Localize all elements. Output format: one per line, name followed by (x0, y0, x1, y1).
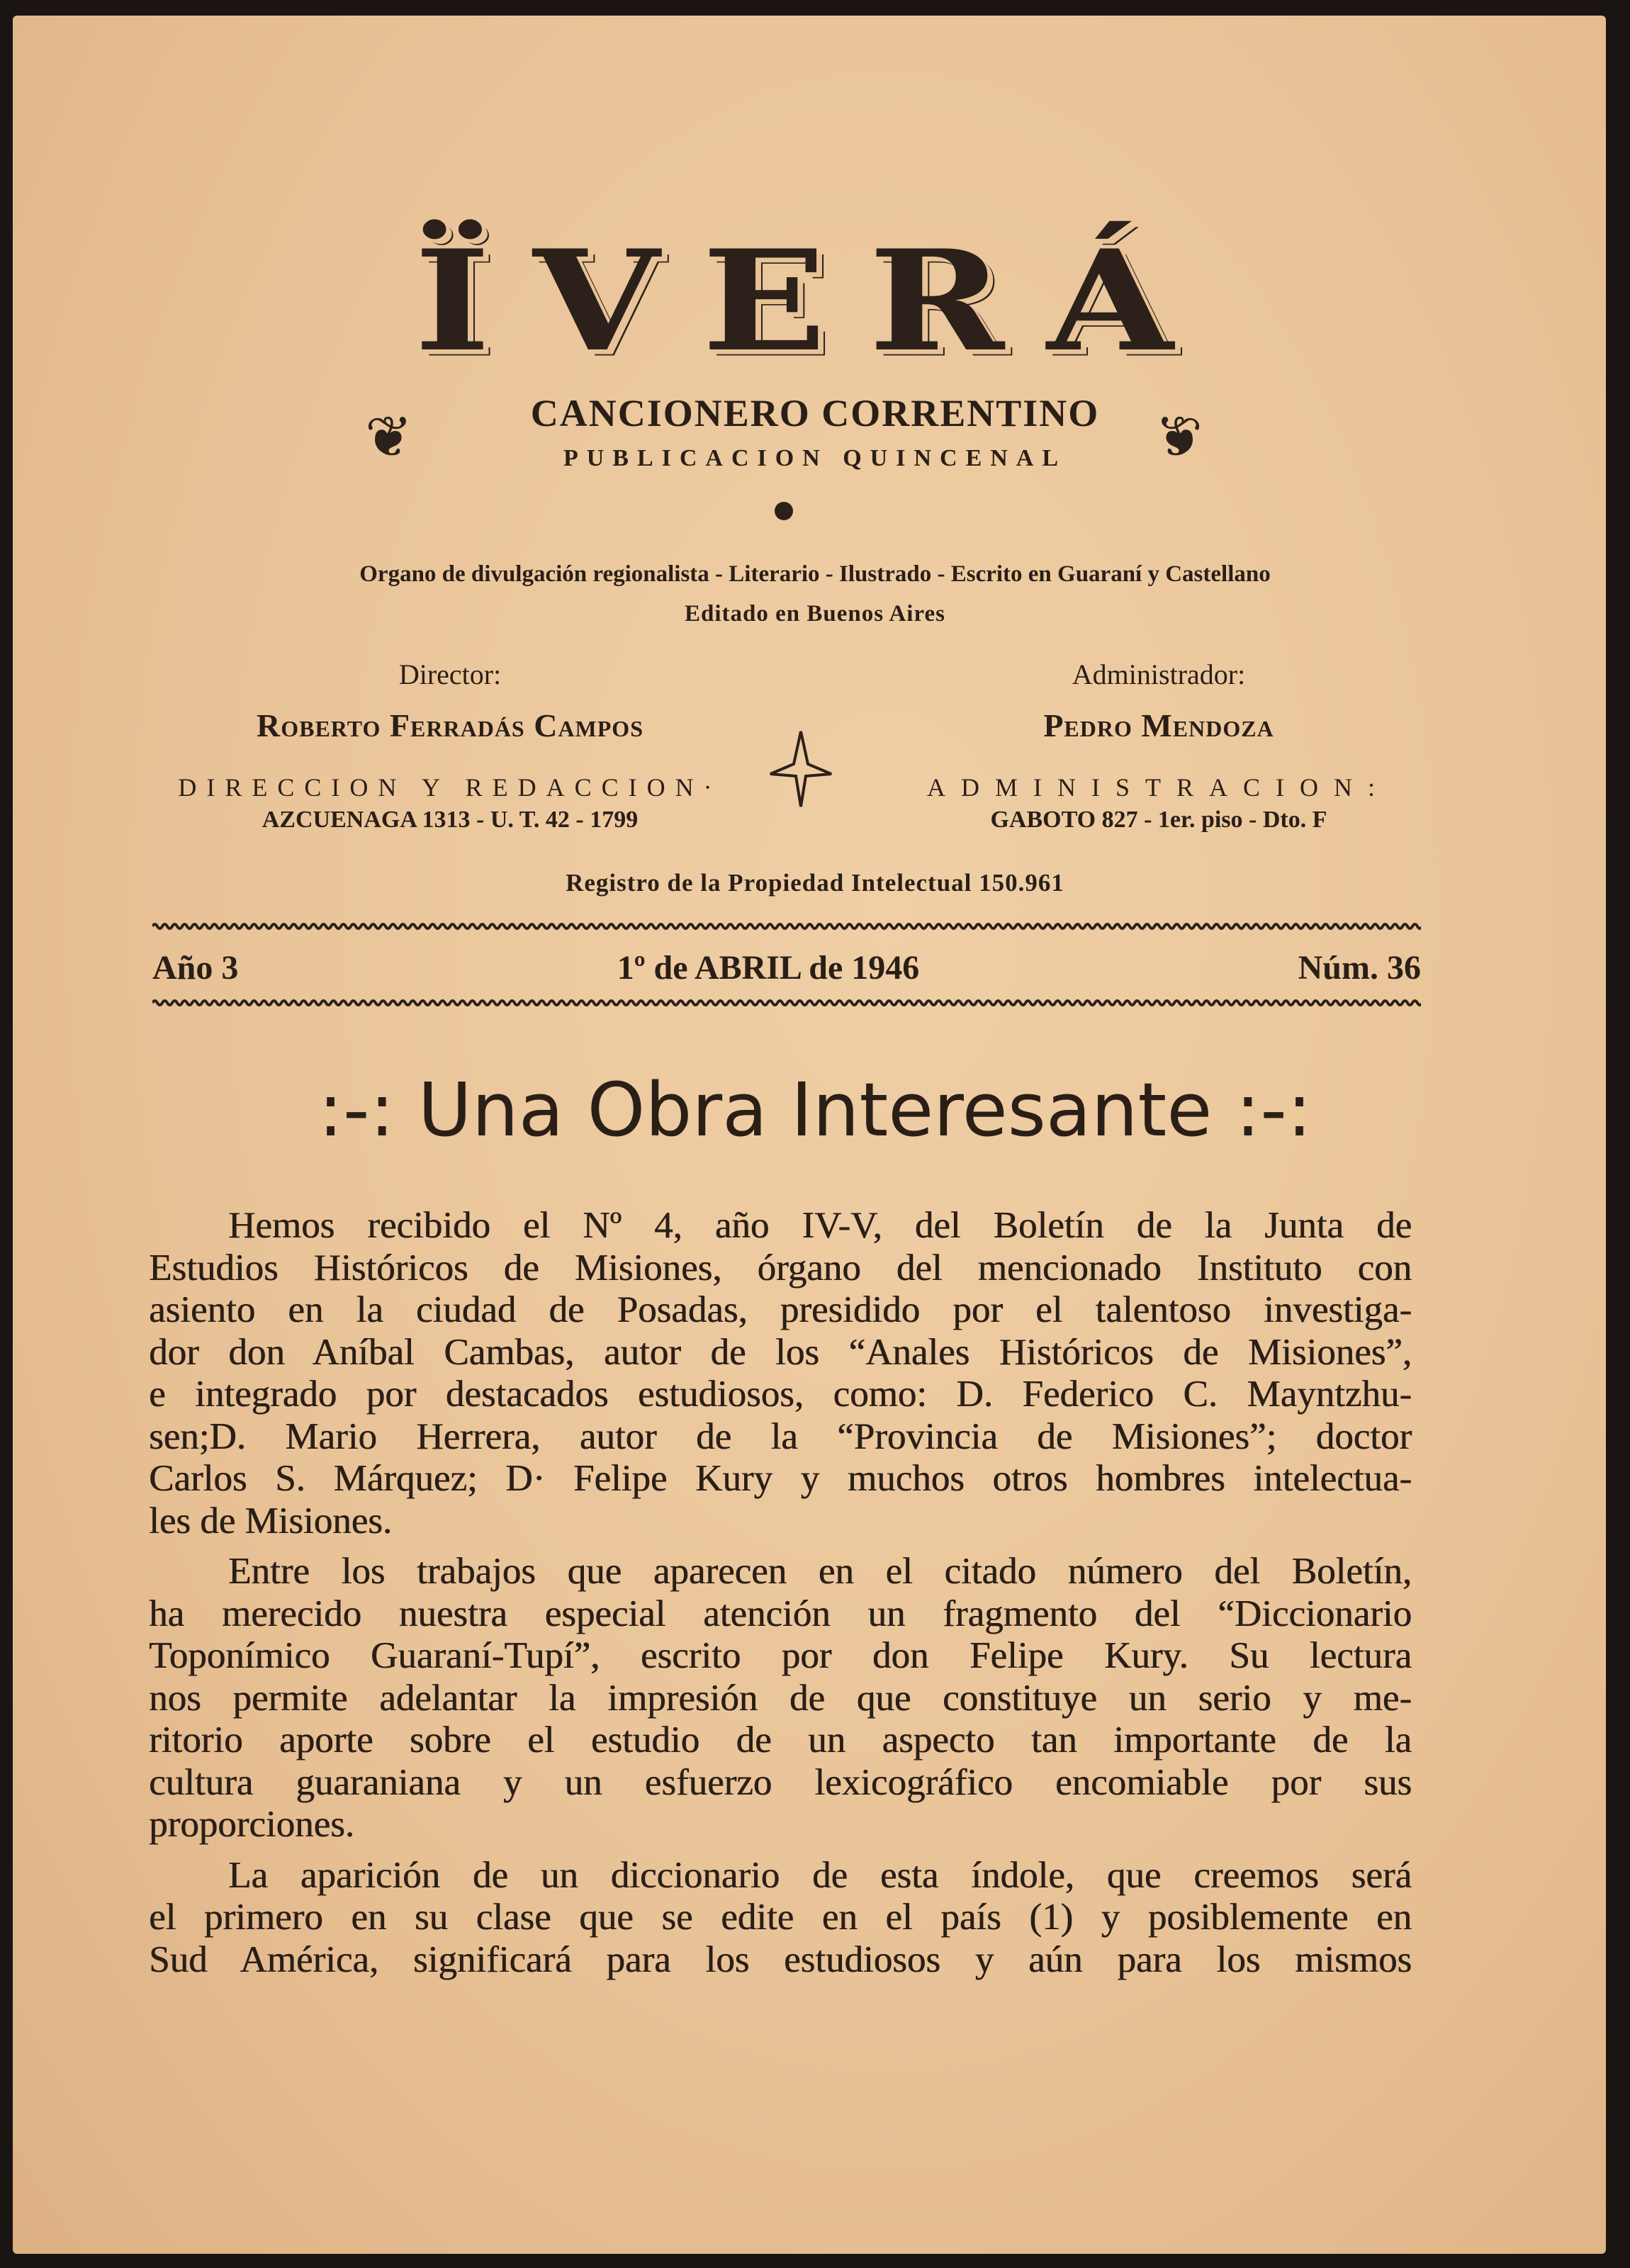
article-line: proporciones. (149, 1804, 354, 1845)
article-line: les de Misiones. (149, 1500, 392, 1542)
issue-line (152, 948, 1421, 987)
article-line: Hemos recibido el Nº 4, año IV-V, del Boletín de la Junta de (228, 1205, 1412, 1246)
administrator-address: GABOTO 827 - 1er. piso - Dto. F (990, 807, 1327, 833)
masthead-title: ÏVERÁ (414, 220, 1216, 383)
director-block (131, 658, 769, 833)
article-line: Estudios Históricos de Misiones, órgano del mencionado Instituto con (149, 1247, 1412, 1289)
wavy-rule-bottom (152, 998, 1421, 1008)
registry-notice: Registro de la Propiedad Intelectual 150.961 (566, 869, 1064, 897)
article-line: Toponímico Guaraní-Tupí”, escrito por don Felipe Kury. Su lectura (149, 1635, 1412, 1676)
article-line: La aparición de un diccionario de esta índole, que creemos será (228, 1854, 1412, 1896)
article-line: Carlos S. Márquez; D· Felipe Kury y muchos otros hombres intelectua- (149, 1458, 1412, 1499)
left-ornament-icon: ❦ (365, 407, 413, 469)
article-line: Entre los trabajos que aparecen en el citado número del Boletín, (228, 1551, 1412, 1592)
article-body (149, 1205, 1412, 1989)
article-title: :-: Una Obra Interesante :-: (318, 1067, 1312, 1153)
article-line: nos permite adelantar la impresión de que constituye un serio y me- (149, 1677, 1412, 1719)
issue-number: Núm. 36 (1298, 949, 1421, 987)
article-paragraph (149, 1205, 1412, 1542)
masthead-frequency: PUBLICACION QUINCENAL (563, 445, 1067, 471)
article-line: ha merecido nuestra especial atención un fragmento del “Diccionario (149, 1593, 1412, 1634)
article-paragraph (149, 1551, 1412, 1846)
director-name: Roberto Ferradás Campos (257, 707, 643, 743)
article-line: Sud América, significará para los estudiosos y aún para los mismos (149, 1938, 1412, 1980)
issue-date: 1º de ABRIL de 1946 (617, 949, 920, 987)
article-line: sen;D. Mario Herrera, autor de la “Provincia de Misiones”; doctor (149, 1415, 1412, 1457)
administrator-label: Administrador: (1072, 658, 1246, 690)
article-line: el primero en su clase que se edite en el país (1) y posiblemente en (149, 1897, 1412, 1938)
director-office-label: DIRECCION Y REDACCION· (178, 773, 722, 802)
edited-in: Editado en Buenos Aires (684, 601, 946, 627)
article-line: dor don Aníbal Cambas, autor de los “Anales Históricos de Misiones”, (149, 1331, 1412, 1373)
bullet-dot-icon (775, 502, 793, 520)
wavy-rule-top (152, 921, 1421, 931)
article-line: asiento en la ciudad de Posadas, presidido por el talentoso investiga- (149, 1289, 1412, 1330)
issue-year: Año 3 (152, 949, 239, 987)
masthead-subtitle: CANCIONERO CORRENTINO (530, 392, 1100, 434)
article-paragraph (149, 1855, 1412, 1982)
article-line: ritorio aporte sobre el estudio de un aspecto tan importante de la (149, 1719, 1412, 1761)
right-ornament-icon: ❦ (1155, 407, 1203, 469)
administrator-office-label: ADMINISTRACION: (927, 773, 1390, 802)
administrator-block (840, 658, 1478, 833)
star-icon (769, 730, 833, 808)
director-label: Director: (398, 658, 502, 690)
administrator-name: Pedro Mendoza (1043, 707, 1274, 743)
article-line: cultura guaraniana y un esfuerzo lexicográfico encomiable por sus (149, 1761, 1412, 1803)
director-address: AZCUENAGA 1313 - U. T. 42 - 1799 (262, 807, 639, 833)
article-line: e integrado por destacados estudiosos, como: D. Federico C. Mayntzhu- (149, 1374, 1412, 1415)
publication-description: Organo de divulgación regionalista - Literario - Ilustrado - Escrito en Guaraní y Castellano (359, 561, 1271, 587)
